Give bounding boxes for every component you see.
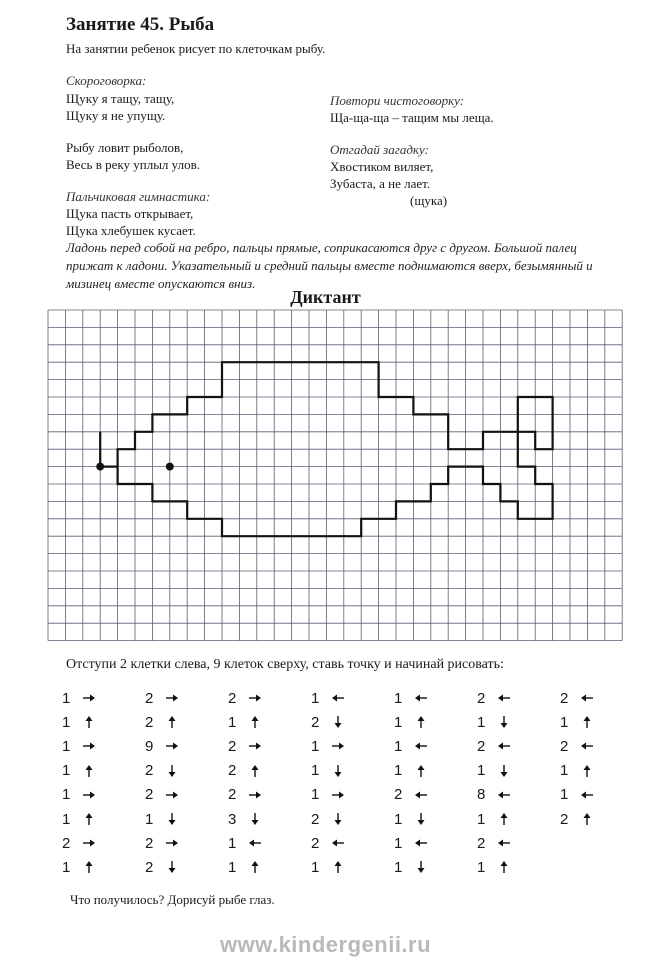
tongue-twister-line: Весь в реку уплыл улов. — [66, 157, 200, 172]
dictation-step — [311, 857, 351, 877]
arrow-up-icon — [82, 715, 96, 729]
step-count: 9 — [145, 737, 154, 755]
arrow-down-icon — [497, 764, 511, 778]
step-count: 1 — [477, 762, 486, 780]
step-count: 2 — [145, 762, 154, 780]
step-count: 1 — [560, 762, 569, 780]
arrow-right-icon — [82, 691, 96, 705]
dictation-step — [394, 761, 434, 781]
arrow-right-icon — [248, 691, 262, 705]
arrow-up-icon — [248, 860, 262, 874]
arrow-right-icon — [165, 836, 179, 850]
dictation-step — [477, 857, 517, 877]
arrow-right-icon — [82, 836, 96, 850]
dictation-step — [145, 809, 185, 829]
arrow-right-icon — [331, 739, 345, 753]
step-count: 2 — [477, 689, 486, 707]
step-count: 1 — [62, 737, 71, 755]
arrow-down-icon — [414, 812, 428, 826]
step-count: 2 — [145, 689, 154, 707]
arrow-up-icon — [248, 764, 262, 778]
page-title: Занятие 45. Рыба — [66, 14, 215, 35]
arrow-left-icon — [497, 739, 511, 753]
arrow-right-icon — [165, 691, 179, 705]
step-count: 2 — [311, 810, 320, 828]
arrow-down-icon — [331, 764, 345, 778]
step-count: 2 — [477, 737, 486, 755]
arrow-down-icon — [165, 764, 179, 778]
dictation-step — [145, 736, 185, 756]
arrow-up-icon — [414, 715, 428, 729]
dictation-step — [477, 833, 517, 853]
dictation-step — [394, 736, 434, 756]
dictation-step — [145, 857, 185, 877]
arrow-right-icon — [165, 788, 179, 802]
dictation-step — [394, 785, 434, 805]
step-count: 2 — [560, 737, 569, 755]
step-count: 1 — [477, 810, 486, 828]
step-count: 8 — [477, 786, 486, 804]
arrow-left-icon — [414, 691, 428, 705]
arrow-down-icon — [165, 812, 179, 826]
dictation-step — [477, 712, 517, 732]
arrow-right-icon — [82, 788, 96, 802]
step-count: 1 — [145, 810, 154, 828]
dictation-step — [228, 736, 268, 756]
step-count: 2 — [311, 834, 320, 852]
dictation-instruction: Отступи 2 клетки слева, 9 клеток сверху, ставь точку и начинай рисовать: — [66, 657, 504, 672]
step-count: 2 — [62, 834, 71, 852]
dictation-step — [228, 809, 268, 829]
arrow-down-icon — [331, 812, 345, 826]
step-count: 1 — [62, 689, 71, 707]
tongue-twister-label: Скороговорка: — [66, 73, 147, 88]
dictation-step — [62, 809, 102, 829]
dictation-step — [477, 809, 517, 829]
dictation-step — [477, 688, 517, 708]
step-count: 1 — [394, 737, 403, 755]
start-dot — [96, 463, 104, 471]
dictation-step — [477, 736, 517, 756]
dictation-step — [62, 857, 102, 877]
dictation-step — [145, 712, 185, 732]
arrow-down-icon — [414, 860, 428, 874]
tongue-twister-line: Рыбу ловит рыболов, — [66, 140, 184, 155]
arrow-left-icon — [414, 788, 428, 802]
step-count: 1 — [394, 834, 403, 852]
arrow-up-icon — [248, 715, 262, 729]
step-count: 2 — [228, 762, 237, 780]
dictation-step — [477, 785, 517, 805]
dictation-step — [62, 761, 102, 781]
riddle-line: Зубаста, а не лает. — [330, 176, 431, 191]
dictation-step — [145, 833, 185, 853]
arrow-down-icon — [165, 860, 179, 874]
step-count: 1 — [394, 713, 403, 731]
finger-gym-line: Щука хлебушек кусает. — [66, 223, 196, 238]
dictation-step — [560, 785, 600, 805]
step-count: 1 — [228, 834, 237, 852]
step-count: 2 — [228, 689, 237, 707]
step-count: 1 — [477, 858, 486, 876]
step-count: 1 — [311, 858, 320, 876]
step-count: 1 — [394, 810, 403, 828]
arrow-up-icon — [82, 812, 96, 826]
arrow-left-icon — [331, 836, 345, 850]
step-count: 1 — [228, 858, 237, 876]
dictation-title: Диктант — [290, 287, 361, 307]
dictation-step — [145, 785, 185, 805]
step-count: 2 — [145, 858, 154, 876]
step-count: 1 — [560, 713, 569, 731]
step-count: 1 — [394, 762, 403, 780]
dictation-step — [145, 688, 185, 708]
dictation-step — [394, 857, 434, 877]
dictation-step — [477, 761, 517, 781]
arrow-up-icon — [331, 860, 345, 874]
step-count: 3 — [228, 810, 237, 828]
website-watermark: www.kindergenii.ru — [219, 932, 432, 957]
tongue-twister-line: Щуку я не упущу. — [66, 108, 166, 123]
arrow-right-icon — [82, 739, 96, 753]
finger-gym-line: Щука пасть открывает, — [66, 206, 194, 221]
dictation-step — [228, 712, 268, 732]
riddle-line: Хвостиком виляет, — [330, 159, 434, 174]
repeat-text: Ща-ща-ща – тащим мы леща. — [330, 110, 494, 125]
arrow-down-icon — [248, 812, 262, 826]
step-count: 2 — [228, 737, 237, 755]
dictation-step — [560, 736, 600, 756]
step-count: 1 — [62, 762, 71, 780]
arrow-left-icon — [580, 739, 594, 753]
step-count: 2 — [145, 786, 154, 804]
dictation-step — [311, 736, 351, 756]
arrow-right-icon — [331, 788, 345, 802]
step-count: 2 — [311, 713, 320, 731]
step-count: 2 — [560, 810, 569, 828]
step-count: 1 — [62, 810, 71, 828]
dictation-step — [62, 712, 102, 732]
arrow-up-icon — [82, 764, 96, 778]
dictation-step — [62, 833, 102, 853]
fish-eye — [166, 463, 174, 471]
step-count: 1 — [394, 689, 403, 707]
dictation-step — [394, 688, 434, 708]
step-count: 2 — [145, 713, 154, 731]
step-count: 1 — [62, 858, 71, 876]
arrow-left-icon — [248, 836, 262, 850]
step-count: 1 — [311, 762, 320, 780]
dictation-step — [394, 809, 434, 829]
dictation-step — [62, 785, 102, 805]
step-count: 1 — [560, 786, 569, 804]
arrow-left-icon — [414, 739, 428, 753]
arrow-left-icon — [497, 691, 511, 705]
dictation-step — [560, 761, 600, 781]
arrow-up-icon — [580, 764, 594, 778]
step-count: 2 — [228, 786, 237, 804]
dictation-step — [311, 833, 351, 853]
dictation-step — [228, 833, 268, 853]
step-count: 1 — [228, 713, 237, 731]
step-count: 1 — [62, 713, 71, 731]
dictation-step — [228, 761, 268, 781]
dictation-step — [311, 761, 351, 781]
final-question: Что получилось? Дорисуй рыбе глаз. — [70, 892, 275, 907]
step-count: 1 — [311, 689, 320, 707]
dictation-step — [560, 712, 600, 732]
riddle-label: Отгадай загадку: — [330, 142, 429, 157]
dictation-step — [394, 833, 434, 853]
dictation-step — [311, 712, 351, 732]
riddle-answer: (щука) — [410, 193, 448, 208]
tongue-twister-line: Щуку я тащу, тащу, — [66, 91, 175, 106]
dictation-step — [560, 809, 600, 829]
dictation-step — [311, 809, 351, 829]
arrow-down-icon — [331, 715, 345, 729]
step-count: 1 — [394, 858, 403, 876]
arrow-up-icon — [497, 812, 511, 826]
dictation-step — [228, 785, 268, 805]
arrow-right-icon — [165, 739, 179, 753]
step-count: 1 — [311, 786, 320, 804]
dictation-step — [228, 688, 268, 708]
finger-gym-label: Пальчиковая гимнастика: — [66, 189, 211, 204]
step-count: 2 — [560, 689, 569, 707]
dictation-step — [394, 712, 434, 732]
page-subtitle: На занятии ребенок рисует по клеточкам рыбу. — [66, 41, 326, 56]
arrow-left-icon — [331, 691, 345, 705]
arrow-left-icon — [580, 691, 594, 705]
arrow-up-icon — [497, 860, 511, 874]
step-count: 2 — [145, 834, 154, 852]
step-count: 2 — [394, 786, 403, 804]
arrow-down-icon — [497, 715, 511, 729]
arrow-left-icon — [414, 836, 428, 850]
arrow-up-icon — [165, 715, 179, 729]
step-count: 1 — [311, 737, 320, 755]
step-count: 1 — [477, 713, 486, 731]
dictation-step — [145, 761, 185, 781]
arrow-right-icon — [248, 739, 262, 753]
arrow-left-icon — [497, 788, 511, 802]
dictation-step — [311, 785, 351, 805]
step-count: 1 — [62, 786, 71, 804]
arrow-up-icon — [580, 715, 594, 729]
dictation-step — [62, 688, 102, 708]
dictation-step — [62, 736, 102, 756]
dictation-step — [311, 688, 351, 708]
dictation-step — [228, 857, 268, 877]
arrow-left-icon — [580, 788, 594, 802]
arrow-up-icon — [82, 860, 96, 874]
arrow-up-icon — [580, 812, 594, 826]
step-count: 2 — [477, 834, 486, 852]
arrow-up-icon — [414, 764, 428, 778]
arrow-right-icon — [248, 788, 262, 802]
repeat-label: Повтори чистоговорку: — [330, 93, 465, 108]
arrow-left-icon — [497, 836, 511, 850]
finger-gym-instructions: Ладонь перед собой на ребро, пальцы прямые, соприкасаются друг с другом. Большой палец прижат к ладони. Указательный и средний пальцы вместе поднимаются вверх, безымянный и мизинец вместе опускаются вниз. — [66, 240, 593, 291]
dictation-step — [560, 688, 600, 708]
